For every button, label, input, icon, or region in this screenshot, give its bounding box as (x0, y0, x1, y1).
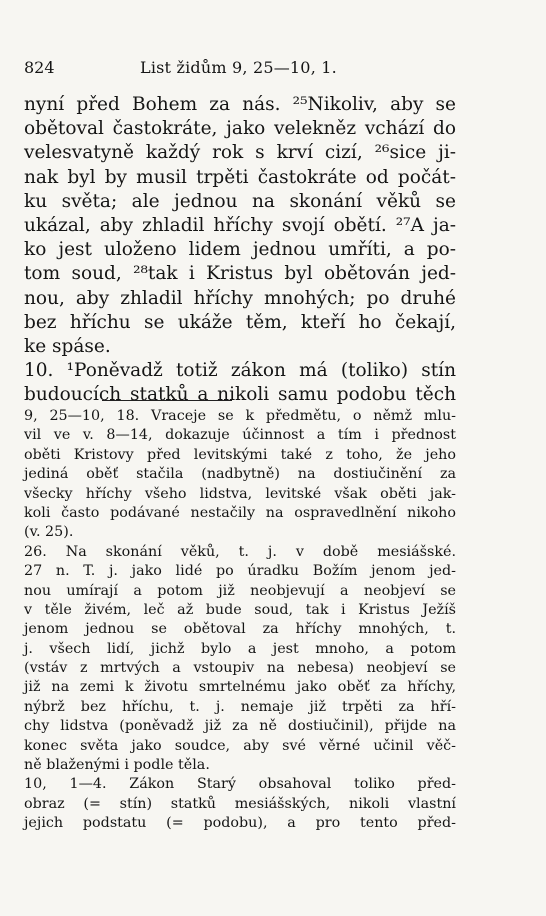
note-line: j. všech lidí, jichž bylo a jest mnoho, a potom (24, 640, 456, 657)
note-line: jenom jednou se obětoval za hříchy mnohých, t. (24, 621, 456, 638)
main-line: 10. ¹Poněvadž totiž zákon má (toliko) stín (24, 360, 456, 382)
note-line: oběti Kristovy před levitskými také z toho, že jeho (24, 446, 456, 463)
note-line: ně blaženými i podle těla. (24, 757, 210, 774)
main-line: nyní před Bohem za nás. ²⁵Nikoliv, aby se (24, 94, 456, 115)
note-line: v těle živém, leč až bude soud, tak i Kristus Ježíš (24, 601, 456, 618)
main-line: velesvatyně každý rok s krví cizí, ²⁶sice ji- (24, 142, 456, 164)
footnote-separator (102, 400, 232, 401)
note-line: 26. Na skonání věků, t. j. v době mesiášské. (24, 543, 456, 560)
note-line: 27 n. T. j. jako lidé po úradku Božím jenom jed- (24, 563, 456, 580)
note-line: 10, 1—4. Zákon Starý obsahoval toliko před- (24, 776, 456, 793)
running-head: List židům 9, 25—10, 1. (140, 58, 337, 77)
main-line: obětoval častokráte, jako velekněz vchází do (24, 118, 456, 140)
main-line: nak byl by musil trpěti častokráte od počát- (24, 166, 456, 188)
main-line: bez hříchu se ukáže těm, kteří ho čekají, (24, 311, 456, 333)
note-line: jediná oběť stačila (nadbytně) na dostiučinění za (24, 466, 456, 483)
note-line: všecky hříchy všeho lidstva, levitské však oběti jak- (24, 485, 456, 502)
note-line: konec světa jako soudce, aby své věrné učinil věč- (24, 737, 456, 754)
note-line: chy lidstva (poněvadž již za ně dostiučinil), přijde na (24, 718, 456, 735)
page-header (24, 58, 344, 78)
main-line: budoucích statků a nikoli samu podobu těch (24, 384, 456, 406)
note-line: již na zemi k životu smrtelnému jako oběť za hříchy, (24, 679, 456, 696)
main-line: ku světa; ale jednou na skonání věků se (24, 190, 456, 212)
note-line: obraz (= stín) statků mesiášských, nikoli vlastní (24, 795, 456, 812)
page-number: 824 (24, 58, 55, 77)
main-text (24, 93, 456, 407)
main-line: tom soud, ²⁸tak i Kristus byl obětován jed- (24, 263, 456, 285)
note-line: nýbrž bez hříchu, t. j. nemaje již trpěti za hří- (24, 698, 456, 715)
note-line: (v. 25). (24, 524, 74, 541)
main-line: ukázal, aby zhladil hříchy svojí obětí. ²⁷A ja- (24, 214, 456, 236)
note-line: koli často podávané nestačily na ospravedlnění nikoho (24, 504, 456, 521)
main-line: ke spáse. (24, 335, 111, 357)
footnotes (24, 407, 456, 834)
note-line: jejich podstatu (= podobu), a pro tento před- (24, 815, 456, 832)
note-line: nou umírají a potom již neobjevují a neobjeví se (24, 582, 456, 599)
note-line: (vstáv z mrtvých a vstoupiv na nebesa) neobjeví se (24, 660, 456, 677)
main-line: ko jest uloženo lidem jednou umříti, a po- (24, 239, 456, 261)
note-line: 9, 25—10, 18. Vraceje se k předmětu, o němž mlu- (24, 408, 456, 424)
note-line: vil ve v. 8—14, dokazuje účinnost a tím i přednost (24, 427, 456, 444)
main-line: nou, aby zhladil hříchy mnohých; po druhé (24, 287, 456, 309)
